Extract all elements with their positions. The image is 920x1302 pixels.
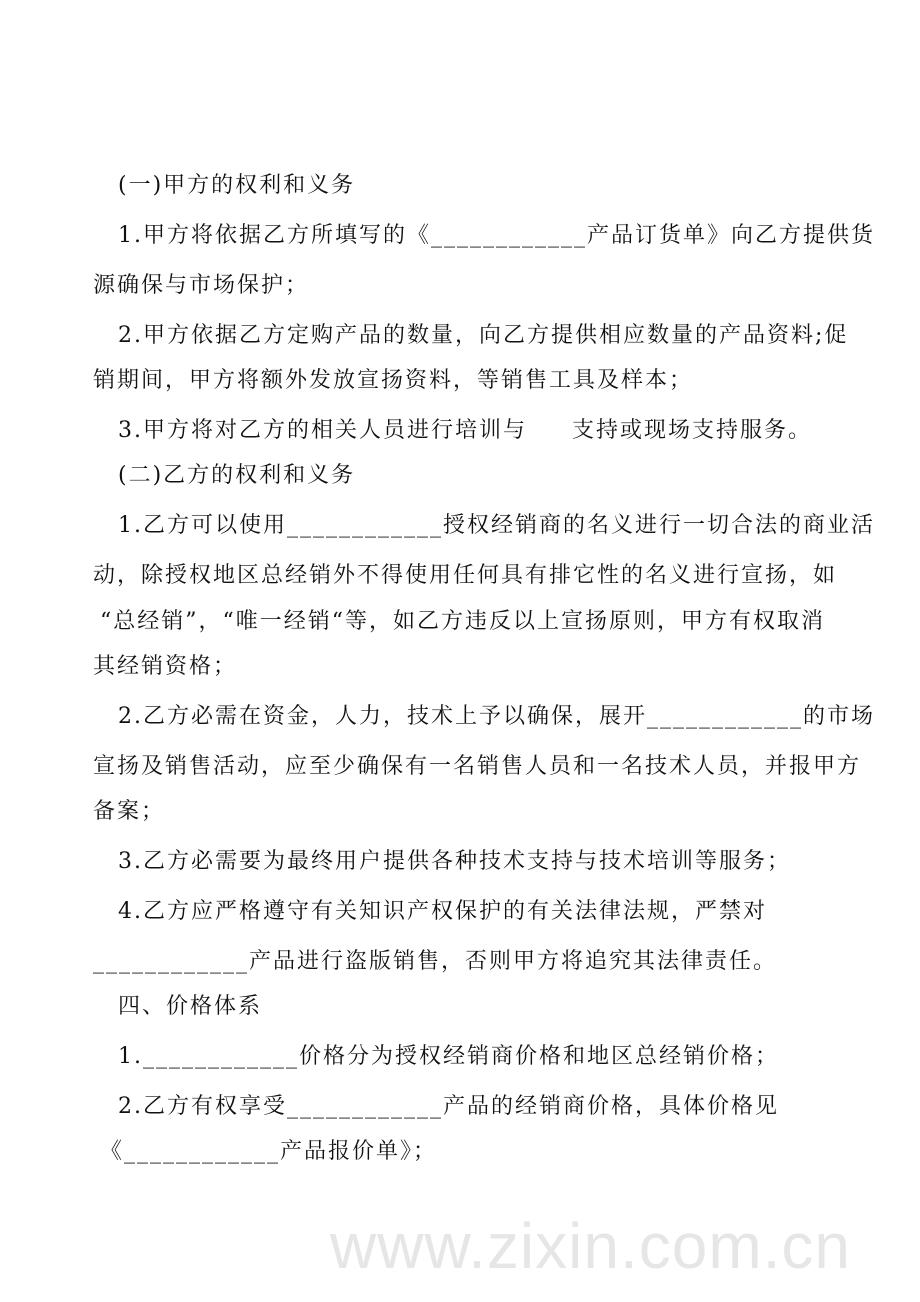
paragraph-line: 源确保与市场保护；	[93, 273, 310, 298]
paragraph-line: 3.甲方将对乙方的相关人员进行培训与 支持或现场支持服务。	[118, 418, 812, 443]
paragraph-line: “总经销”，“唯一经销“等，如乙方违反以上宣扬原则，甲方有权取消	[100, 609, 825, 634]
paragraph-line: 其经销资格；	[93, 654, 238, 679]
paragraph-line: 销期间，甲方将额外发放宣扬资料，等销售工具及样本；	[93, 368, 694, 393]
watermark: www.zixin.com.cn	[330, 1210, 851, 1282]
paragraph-line: 1.____________价格分为授权经销商价格和地区总经销价格；	[118, 1044, 779, 1069]
paragraph-line: 2.乙方有权享受____________产品的经销商价格，具体价格见	[118, 1094, 779, 1119]
paragraph-line: 1.甲方将依据乙方所填写的《____________产品订货单》向乙方提供货	[118, 223, 875, 248]
paragraph-line: 《____________产品报价单》；	[100, 1139, 438, 1164]
paragraph-line: 动，除授权地区总经销外不得使用任何具有排它性的名义进行宣扬，如	[93, 563, 838, 588]
section-heading: (二)乙方的权利和义务	[118, 463, 356, 488]
paragraph-line: 2.乙方必需在资金，人力，技术上予以确保，展开____________的市场	[118, 704, 875, 729]
paragraph-line: ____________产品进行盗版销售，否则甲方将追究其法律责任。	[93, 949, 778, 974]
paragraph-line: 备案；	[93, 799, 166, 824]
paragraph-line: 3.乙方必需要为最终用户提供各种技术支持与技术培训等服务；	[118, 849, 791, 874]
section-heading: 四、价格体系	[118, 994, 263, 1019]
section-heading: (一)甲方的权利和义务	[118, 173, 356, 198]
paragraph-line: 4.乙方应严格遵守有关知识产权保护的有关法律法规，严禁对	[118, 899, 767, 924]
paragraph-line: 2.甲方依据乙方定购产品的数量，向乙方提供相应数量的产品资料;促	[118, 323, 849, 348]
paragraph-line: 1.乙方可以使用____________授权经销商的名义进行一切合法的商业活	[118, 513, 875, 538]
paragraph-line: 宣扬及销售活动，应至少确保有一名销售人员和一名技术人员，并报甲方	[93, 754, 862, 779]
